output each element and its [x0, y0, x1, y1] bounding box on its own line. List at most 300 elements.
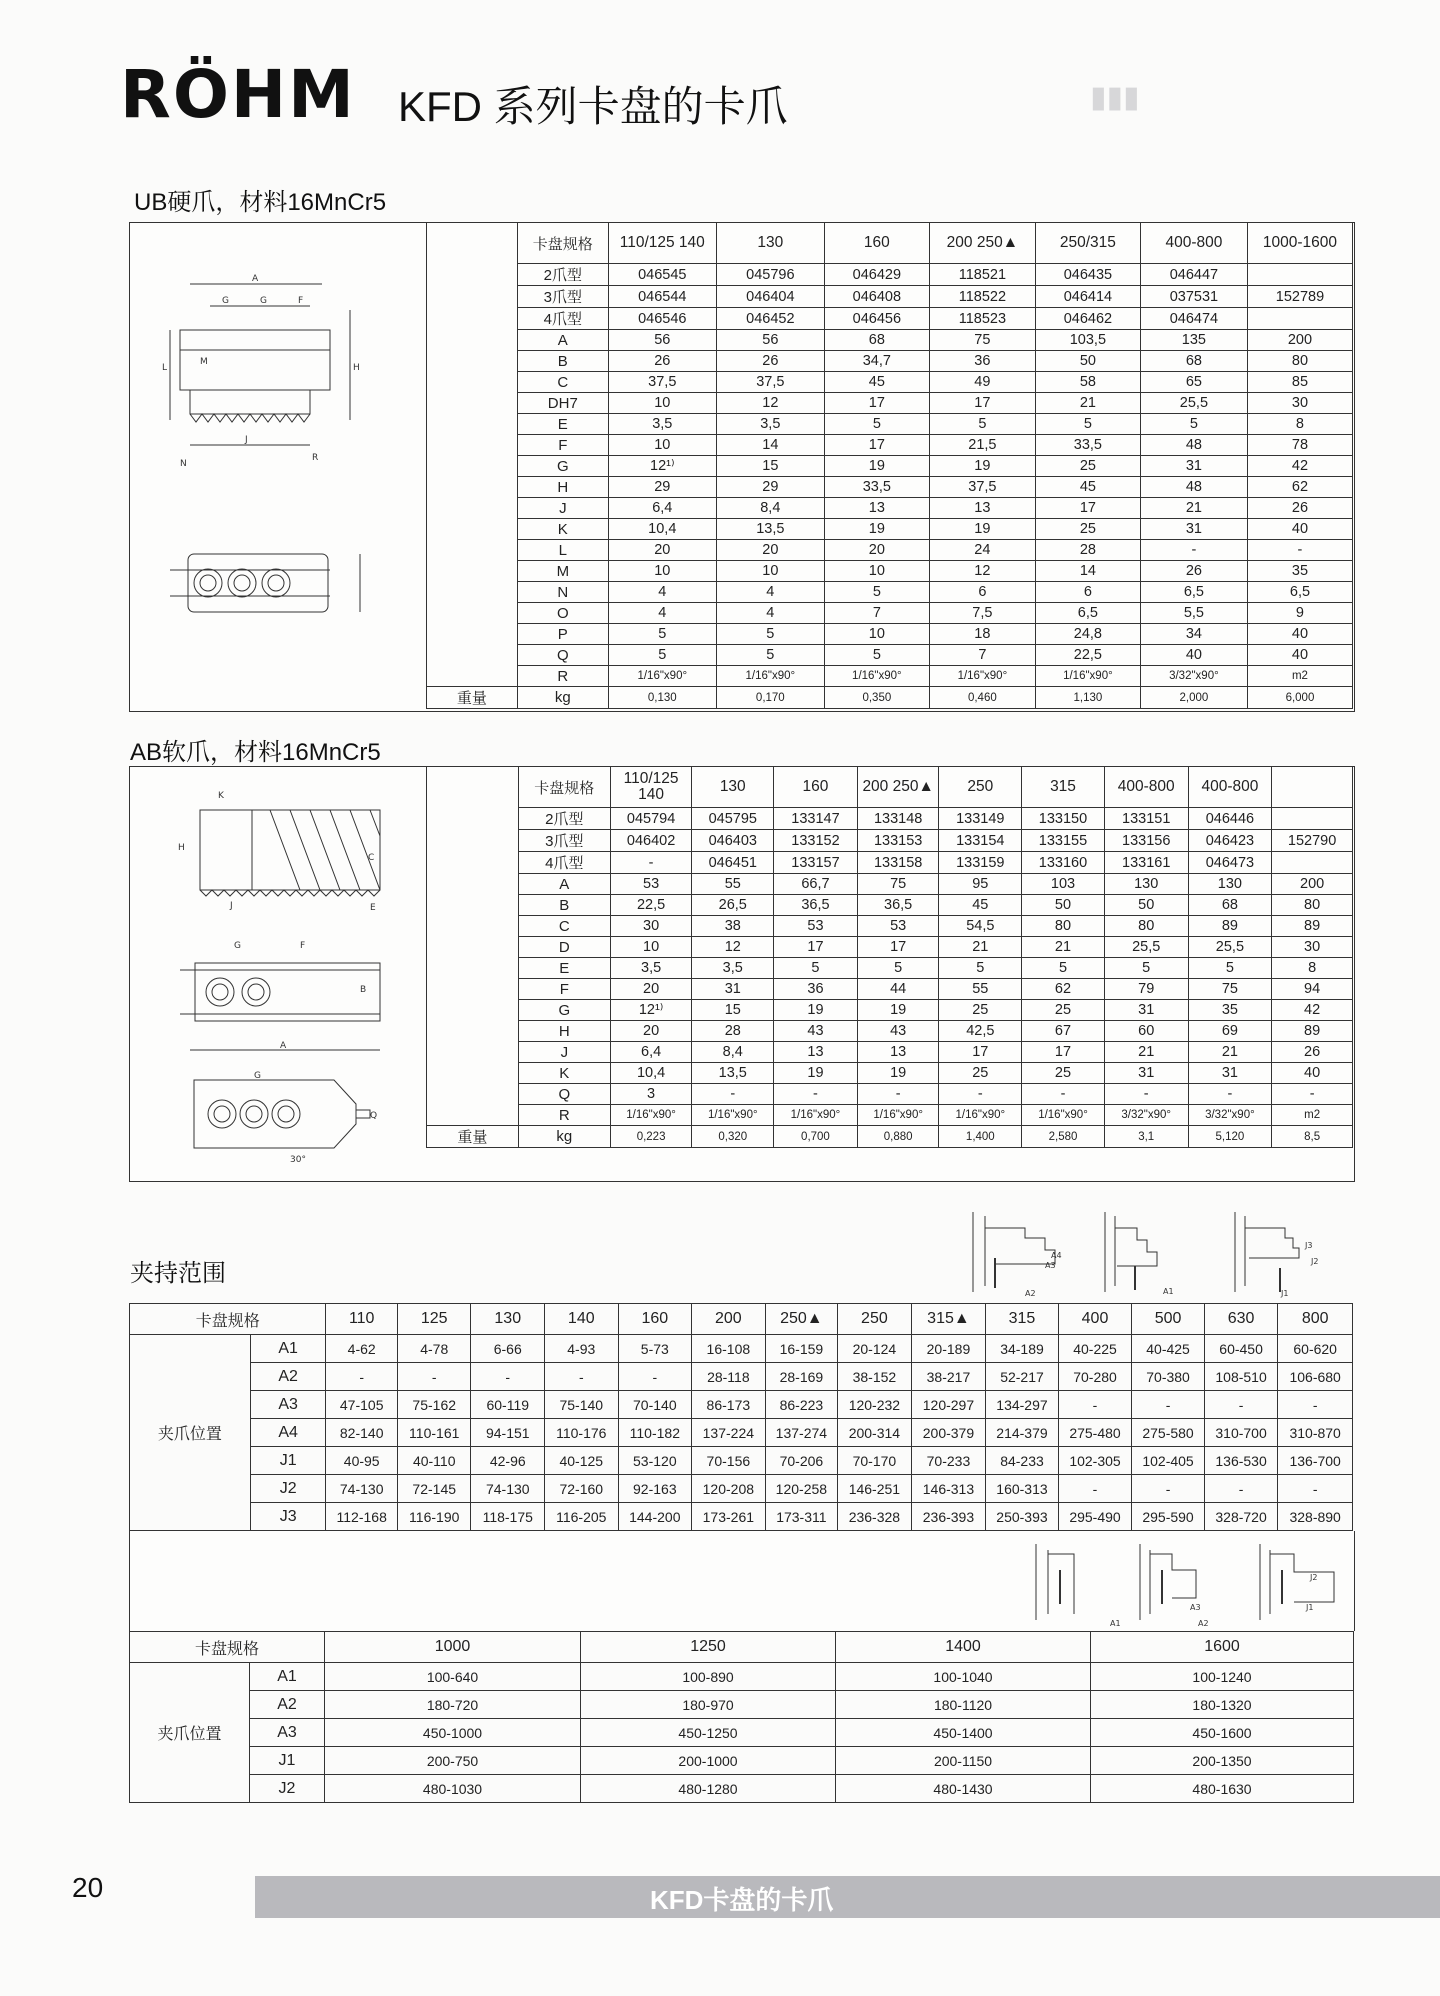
- ab-value-cell: 31: [692, 979, 774, 1000]
- ub-value-cell: 5: [608, 624, 716, 645]
- range-value-cell: 173-261: [692, 1503, 766, 1531]
- range2-value-cell: 100-1240: [1091, 1663, 1354, 1691]
- ab-row-label: E: [518, 958, 610, 979]
- ab-left-blank: [427, 1021, 519, 1042]
- ub-value-cell: 135: [1140, 330, 1247, 351]
- range2-col-header: 1250: [581, 1632, 836, 1663]
- range-value-cell: -: [1204, 1475, 1278, 1503]
- range-col-header: 315▲: [911, 1304, 986, 1335]
- ub-value-cell: 5: [824, 414, 929, 435]
- ub-value-cell: 65: [1140, 372, 1247, 393]
- range-value-cell: 4-62: [326, 1335, 398, 1363]
- ub-value-cell: 17: [929, 393, 1035, 414]
- range-value-cell: -: [471, 1363, 545, 1391]
- ab-weight-cell: 5,120: [1188, 1126, 1272, 1148]
- ub-row-label: E: [517, 414, 608, 435]
- ub-row-label: K: [517, 519, 608, 540]
- ub-value-cell: 12: [716, 393, 824, 414]
- ab-row-label: F: [518, 979, 610, 1000]
- ab-value-cell: 19: [857, 1000, 939, 1021]
- ub-row-label: 4爪型: [517, 308, 608, 330]
- ab-weight-cell: 0,223: [610, 1126, 692, 1148]
- ub-value-cell: 37,5: [929, 477, 1035, 498]
- ab-value-cell: 75: [857, 874, 939, 895]
- range-value-cell: 295-590: [1132, 1503, 1205, 1531]
- ub-row: [427, 666, 1353, 687]
- ub-value-cell: 046429: [824, 264, 929, 286]
- ub-value-cell: 6: [1035, 582, 1140, 603]
- ab-value-cell: -: [1104, 1084, 1188, 1105]
- ab-weight-cell: 3,1: [1104, 1126, 1188, 1148]
- range-group-label: [130, 1475, 251, 1503]
- range2-value-cell: 450-1400: [836, 1719, 1091, 1747]
- ub-value-cell: 17: [824, 435, 929, 456]
- ab-weight-unit: kg: [518, 1126, 610, 1148]
- range-value-cell: 40-425: [1132, 1335, 1205, 1363]
- ab-value-cell: 21: [1104, 1042, 1188, 1063]
- ub-value-cell: [1247, 264, 1352, 286]
- ub-row: [427, 351, 1353, 372]
- ub-weight-cell: 0,130: [608, 687, 716, 709]
- ab-weight-cell: 0,320: [692, 1126, 774, 1148]
- ub-value-cell: -: [1247, 540, 1352, 561]
- ab-row-label: B: [518, 895, 610, 916]
- ub-value-cell: 40: [1247, 624, 1352, 645]
- ab-section-title: AB软爪，材料16MnCr5: [130, 739, 381, 766]
- svg-text:J1: J1: [1281, 1289, 1289, 1298]
- ab-value-cell: 53: [774, 916, 858, 937]
- ub-value-cell: 6,5: [1035, 603, 1140, 624]
- ab-value-cell: 13: [774, 1042, 858, 1063]
- range-value-cell: 110-176: [545, 1419, 619, 1447]
- ab-row: [427, 852, 1353, 874]
- ub-header-row: [427, 223, 1353, 264]
- ub-value-cell: 45: [1035, 477, 1140, 498]
- ub-jaw-drawing: [160, 270, 410, 630]
- range-value-cell: 102-405: [1132, 1447, 1205, 1475]
- ub-row-label: G: [517, 456, 608, 477]
- range2-value-cell: 180-1120: [836, 1691, 1091, 1719]
- range-value-cell: 118-175: [471, 1503, 545, 1531]
- ub-left-blank: [427, 582, 518, 603]
- ub-value-cell: 4: [608, 582, 716, 603]
- ub-value-cell: 40: [1247, 519, 1352, 540]
- ub-weight-cell: 0,350: [824, 687, 929, 709]
- range-value-cell: 38-152: [838, 1363, 912, 1391]
- range-row: [130, 1363, 1353, 1391]
- range-value-cell: 134-297: [986, 1391, 1059, 1419]
- range-group-label: [130, 1335, 251, 1363]
- ab-value-cell: 3/32"x90°: [1188, 1105, 1272, 1126]
- ub-row: [427, 330, 1353, 351]
- ab-col-header: 110/125 140: [610, 767, 692, 808]
- ub-value-cell: 42: [1247, 456, 1352, 477]
- ab-value-cell: 55: [692, 874, 774, 895]
- ub-row: [427, 540, 1353, 561]
- ab-value-cell: 30: [610, 916, 692, 937]
- range-value-cell: 75-140: [545, 1391, 619, 1419]
- ub-row-label: A: [517, 330, 608, 351]
- ab-value-cell: 69: [1188, 1021, 1272, 1042]
- ab-left-blank: [427, 937, 519, 958]
- range-value-cell: -: [1204, 1391, 1278, 1419]
- ub-value-cell: 046462: [1035, 308, 1140, 330]
- ab-value-cell: 133148: [857, 808, 939, 830]
- ab-value-cell: 31: [1188, 1063, 1272, 1084]
- range-value-cell: 52-217: [986, 1363, 1059, 1391]
- range2-row: [130, 1663, 1354, 1691]
- ub-value-cell: 152789: [1247, 286, 1352, 308]
- range-col-header: 125: [397, 1304, 471, 1335]
- range-value-cell: 53-120: [618, 1447, 692, 1475]
- range-head-label: 卡盘规格: [130, 1304, 326, 1335]
- range-value-cell: 16-108: [692, 1335, 766, 1363]
- ub-value-cell: 48: [1140, 477, 1247, 498]
- ab-value-cell: [1272, 852, 1353, 874]
- ab-row: [427, 830, 1353, 852]
- ab-value-cell: 152790: [1272, 830, 1353, 852]
- ub-value-cell: 22,5: [1035, 645, 1140, 666]
- range2-group-label: [130, 1775, 250, 1803]
- svg-text:R: R: [312, 453, 319, 463]
- ub-row-label: 3爪型: [517, 286, 608, 308]
- ub-value-cell: 046408: [824, 286, 929, 308]
- ub-section-title: UB硬爪，材料16MnCr5: [134, 189, 387, 216]
- ab-value-cell: 42,5: [939, 1021, 1022, 1042]
- ab-value-cell: 89: [1272, 916, 1353, 937]
- range2-row-label: A1: [250, 1663, 325, 1691]
- ab-value-cell: 19: [774, 1063, 858, 1084]
- ab-left-blank: [427, 895, 519, 916]
- svg-text:A2: A2: [1025, 1289, 1036, 1298]
- ub-col-header: 1000-1600: [1247, 223, 1352, 264]
- range-value-cell: 110-182: [618, 1419, 692, 1447]
- ab-value-cell: 13: [857, 1042, 939, 1063]
- ub-row-label: N: [517, 582, 608, 603]
- ub-value-cell: 10: [608, 393, 716, 414]
- ab-value-cell: 046423: [1188, 830, 1272, 852]
- range-value-cell: 20-124: [838, 1335, 912, 1363]
- range-value-cell: 200-379: [911, 1419, 986, 1447]
- ub-row: [427, 264, 1353, 286]
- ab-col-header: 250: [939, 767, 1022, 808]
- ub-value-cell: 3,5: [716, 414, 824, 435]
- page-number: 20: [72, 1872, 104, 1903]
- ab-row: [427, 1084, 1353, 1105]
- ub-value-cell: 5: [716, 624, 824, 645]
- ub-row: [427, 603, 1353, 624]
- ab-weight-cell: 0,700: [774, 1126, 858, 1148]
- range-value-cell: 40-225: [1058, 1335, 1132, 1363]
- ab-value-cell: 5: [1104, 958, 1188, 979]
- ab-value-cell: 80: [1022, 916, 1105, 937]
- range-value-cell: 75-162: [397, 1391, 471, 1419]
- range-row: [130, 1503, 1353, 1531]
- range-value-cell: 70-280: [1058, 1363, 1132, 1391]
- ab-value-cell: 133150: [1022, 808, 1105, 830]
- svg-text:B: B: [360, 985, 367, 995]
- ab-weight-cell: 8,5: [1272, 1126, 1353, 1148]
- ab-value-cell: 12¹⁾: [610, 1000, 692, 1021]
- ub-row: [427, 308, 1353, 330]
- ab-value-cell: -: [774, 1084, 858, 1105]
- ub-value-cell: 046546: [608, 308, 716, 330]
- ab-value-cell: -: [692, 1084, 774, 1105]
- range-value-cell: 84-233: [986, 1447, 1059, 1475]
- ab-value-cell: 26: [1272, 1042, 1353, 1063]
- ub-value-cell: 5: [1140, 414, 1247, 435]
- range2-col-header: 1000: [325, 1632, 581, 1663]
- ub-weight-cell: 2,000: [1140, 687, 1247, 709]
- range-value-cell: 70-233: [911, 1447, 986, 1475]
- ub-value-cell: 1/16"x90°: [824, 666, 929, 687]
- range2-value-cell: 180-970: [581, 1691, 836, 1719]
- ab-value-cell: 25: [939, 1000, 1022, 1021]
- range-value-cell: -: [1132, 1475, 1205, 1503]
- ub-row-label: 2爪型: [517, 264, 608, 286]
- ub-row: [427, 393, 1353, 414]
- ab-value-cell: 75: [1188, 979, 1272, 1000]
- ub-value-cell: 26: [608, 351, 716, 372]
- range-value-cell: 94-151: [471, 1419, 545, 1447]
- range-value-cell: 40-110: [397, 1447, 471, 1475]
- ub-weight-cell: 1,130: [1035, 687, 1140, 709]
- range2-value-cell: 200-750: [325, 1747, 581, 1775]
- ab-value-cell: 36: [774, 979, 858, 1000]
- range-value-cell: 34-189: [986, 1335, 1059, 1363]
- range-value-cell: 4-93: [545, 1335, 619, 1363]
- range-row-label: J2: [250, 1475, 326, 1503]
- ub-left-blank: [427, 624, 518, 645]
- range-value-cell: 275-580: [1132, 1419, 1205, 1447]
- range-value-cell: 60-620: [1278, 1335, 1353, 1363]
- ab-value-cell: 36,5: [774, 895, 858, 916]
- ab-weight-row: [427, 1126, 1353, 1148]
- range-value-cell: -: [326, 1363, 398, 1391]
- range-value-cell: -: [1278, 1475, 1353, 1503]
- ab-row: [427, 1063, 1353, 1084]
- svg-text:F: F: [300, 941, 306, 951]
- ab-value-cell: 6,4: [610, 1042, 692, 1063]
- ab-value-cell: 53: [857, 916, 939, 937]
- range-group-label: [130, 1363, 251, 1391]
- ub-left-blank: [427, 264, 518, 286]
- ub-row: [427, 498, 1353, 519]
- ab-value-cell: 130: [1188, 874, 1272, 895]
- range-group-label: [130, 1391, 251, 1419]
- ub-value-cell: 12: [929, 561, 1035, 582]
- ab-row-label: C: [518, 916, 610, 937]
- ab-value-cell: 046451: [692, 852, 774, 874]
- range-value-cell: 137-274: [765, 1419, 838, 1447]
- rohm-logo: RÖHM: [120, 56, 356, 133]
- ab-row-label: R: [518, 1105, 610, 1126]
- range-value-cell: 120-297: [911, 1391, 986, 1419]
- ub-value-cell: 4: [716, 603, 824, 624]
- range-value-cell: 146-313: [911, 1475, 986, 1503]
- ab-value-cell: 31: [1104, 1063, 1188, 1084]
- range-row: [130, 1419, 1353, 1447]
- svg-text:A2: A2: [1198, 1619, 1209, 1628]
- range2-col-header: 1400: [836, 1632, 1091, 1663]
- range2-header-row: [130, 1632, 1354, 1663]
- svg-text:G: G: [234, 941, 241, 951]
- range-value-cell: 28-118: [692, 1363, 766, 1391]
- ub-value-cell: 24: [929, 540, 1035, 561]
- ub-value-cell: 045796: [716, 264, 824, 286]
- ub-value-cell: 21: [1035, 393, 1140, 414]
- ab-value-cell: 200: [1272, 874, 1353, 895]
- range-group-label: [130, 1447, 251, 1475]
- svg-text:G: G: [222, 296, 229, 306]
- ab-value-cell: 25,5: [1188, 937, 1272, 958]
- svg-text:Q: Q: [370, 1111, 378, 1121]
- ub-left-blank: [427, 666, 518, 687]
- range-value-cell: 40-125: [545, 1447, 619, 1475]
- ub-value-cell: 25: [1035, 456, 1140, 477]
- range2-value-cell: 480-1630: [1091, 1775, 1354, 1803]
- ab-value-cell: [1272, 808, 1353, 830]
- ab-left-blank: [427, 958, 519, 979]
- ab-value-cell: 133156: [1104, 830, 1188, 852]
- ab-left-blank: [427, 830, 519, 852]
- range-value-cell: -: [1058, 1391, 1132, 1419]
- ub-row: [427, 286, 1353, 308]
- ub-value-cell: 118521: [929, 264, 1035, 286]
- range2-value-cell: 200-1000: [581, 1747, 836, 1775]
- range-col-header: 140: [545, 1304, 619, 1335]
- ub-weight-cell: 6,000: [1247, 687, 1352, 709]
- range-value-cell: 5-73: [618, 1335, 692, 1363]
- ab-value-cell: 1/16"x90°: [1022, 1105, 1105, 1126]
- ub-value-cell: 1/16"x90°: [929, 666, 1035, 687]
- range-value-cell: 120-232: [838, 1391, 912, 1419]
- ab-value-cell: 45: [939, 895, 1022, 916]
- ab-row: [427, 958, 1353, 979]
- ub-weight-unit: kg: [517, 687, 608, 709]
- ub-value-cell: 62: [1247, 477, 1352, 498]
- range2-value-cell: 450-1600: [1091, 1719, 1354, 1747]
- ab-value-cell: 3/32"x90°: [1104, 1105, 1188, 1126]
- ab-value-cell: -: [1022, 1084, 1105, 1105]
- range-value-cell: 70-156: [692, 1447, 766, 1475]
- ub-value-cell: 046544: [608, 286, 716, 308]
- ub-value-cell: 046456: [824, 308, 929, 330]
- ub-value-cell: 200: [1247, 330, 1352, 351]
- ub-value-cell: 25: [1035, 519, 1140, 540]
- ub-value-cell: 10: [824, 561, 929, 582]
- ub-col-header: 160: [824, 223, 929, 264]
- range-value-cell: 120-258: [765, 1475, 838, 1503]
- range-value-cell: 74-130: [471, 1475, 545, 1503]
- ub-value-cell: 046474: [1140, 308, 1247, 330]
- range-value-cell: 102-305: [1058, 1447, 1132, 1475]
- ub-value-cell: 118522: [929, 286, 1035, 308]
- range-value-cell: 47-105: [326, 1391, 398, 1419]
- ub-value-cell: 046404: [716, 286, 824, 308]
- ub-value-cell: 21,5: [929, 435, 1035, 456]
- ub-row: [427, 456, 1353, 477]
- svg-text:L: L: [162, 363, 168, 373]
- ub-value-cell: 5: [929, 414, 1035, 435]
- ab-row: [427, 895, 1353, 916]
- ab-value-cell: 133157: [774, 852, 858, 874]
- ub-row-label: H: [517, 477, 608, 498]
- ab-value-cell: 045794: [610, 808, 692, 830]
- range-row-label: A3: [250, 1391, 326, 1419]
- ab-value-cell: 133147: [774, 808, 858, 830]
- range-value-cell: 116-205: [545, 1503, 619, 1531]
- ub-value-cell: 28: [1035, 540, 1140, 561]
- ab-col-header: 130: [692, 767, 774, 808]
- range-col-header: 160: [618, 1304, 692, 1335]
- ub-value-cell: 37,5: [608, 372, 716, 393]
- ub-value-cell: 85: [1247, 372, 1352, 393]
- range-group-label: [130, 1503, 251, 1531]
- range-value-cell: 136-700: [1278, 1447, 1353, 1475]
- range2-group-label: [130, 1747, 250, 1775]
- ab-weight-cell: 1,400: [939, 1126, 1022, 1148]
- ab-value-cell: 5: [939, 958, 1022, 979]
- ub-value-cell: 17: [824, 393, 929, 414]
- ub-value-cell: 046447: [1140, 264, 1247, 286]
- ub-value-cell: 80: [1247, 351, 1352, 372]
- ub-row-label: M: [517, 561, 608, 582]
- ub-value-cell: 3,5: [608, 414, 716, 435]
- ab-value-cell: 50: [1022, 895, 1105, 916]
- ub-value-cell: 30: [1247, 393, 1352, 414]
- ub-value-cell: 14: [716, 435, 824, 456]
- ub-value-cell: 118523: [929, 308, 1035, 330]
- ub-value-cell: 40: [1247, 645, 1352, 666]
- ub-row: [427, 372, 1353, 393]
- range2-value-cell: 180-720: [325, 1691, 581, 1719]
- ub-value-cell: 103,5: [1035, 330, 1140, 351]
- ab-row-label: H: [518, 1021, 610, 1042]
- ub-value-cell: 75: [929, 330, 1035, 351]
- bleed-through-mark: ▮▮▮: [1090, 81, 1140, 114]
- ub-row: [427, 624, 1353, 645]
- ab-value-cell: 5: [774, 958, 858, 979]
- ub-row: [427, 414, 1353, 435]
- range-header-row: [130, 1304, 1353, 1335]
- range-value-cell: 70-140: [618, 1391, 692, 1419]
- range-value-cell: 250-393: [986, 1503, 1059, 1531]
- svg-text:A: A: [280, 1041, 287, 1051]
- ub-value-cell: 26: [716, 351, 824, 372]
- range-value-cell: 4-78: [397, 1335, 471, 1363]
- ub-left-blank: [427, 372, 518, 393]
- ab-value-cell: 20: [610, 1021, 692, 1042]
- ab-row-label: J: [518, 1042, 610, 1063]
- ab-value-cell: 046473: [1188, 852, 1272, 874]
- range-value-cell: 82-140: [326, 1419, 398, 1447]
- range-value-cell: -: [545, 1363, 619, 1391]
- ab-value-cell: 133153: [857, 830, 939, 852]
- ab-value-cell: 046446: [1188, 808, 1272, 830]
- ub-value-cell: 6,5: [1140, 582, 1247, 603]
- range-value-cell: 38-217: [911, 1363, 986, 1391]
- ab-corner-blank: [427, 767, 519, 808]
- ab-value-cell: 21: [939, 937, 1022, 958]
- ub-left-blank: [427, 435, 518, 456]
- ab-value-cell: 1/16"x90°: [610, 1105, 692, 1126]
- ab-row: [427, 874, 1353, 895]
- range2-value-cell: 480-1430: [836, 1775, 1091, 1803]
- range-value-cell: 42-96: [471, 1447, 545, 1475]
- ab-value-cell: 17: [774, 937, 858, 958]
- svg-text:J: J: [245, 435, 248, 445]
